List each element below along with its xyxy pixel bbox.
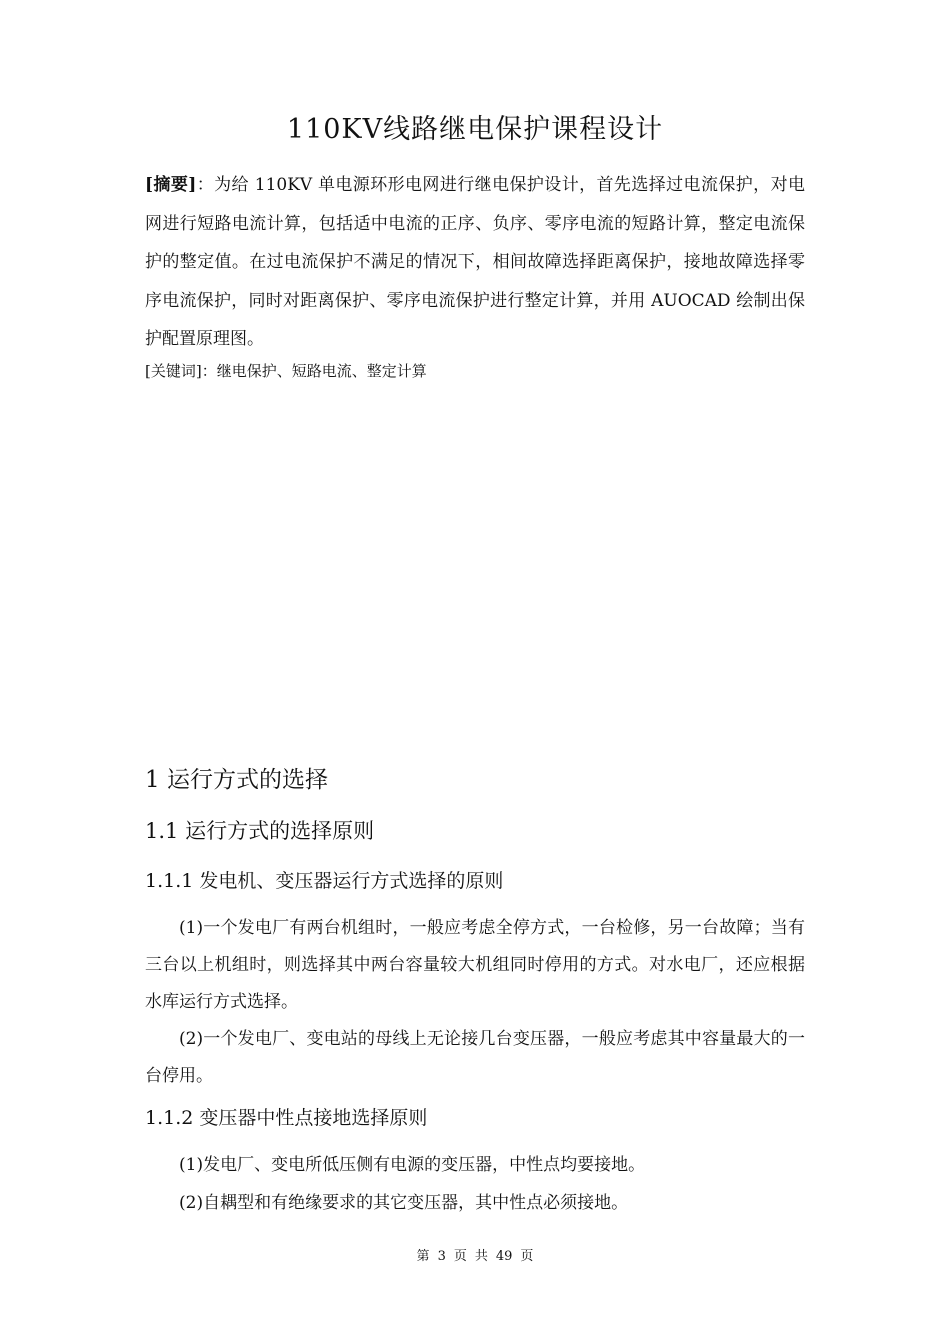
body-paragraph-3: (1)发电厂、变电所低压侧有电源的变压器，中性点均要接地。 <box>179 1155 646 1175</box>
footer-total-word: 共 <box>474 1249 488 1264</box>
keywords-paragraph <box>145 356 805 386</box>
keywords-text: ：继电保护、短路电流、整定计算 <box>201 362 427 380</box>
body-paragraph-2: (2)一个发电厂、变电站的母线上无论接几台变压器，一般应考虑其中容量最大的一台停用。 <box>145 1029 805 1086</box>
section-heading-1: 1 运行方式的选择 <box>145 767 328 793</box>
footer-suffix: 页 <box>520 1249 534 1264</box>
body-paragraph-1: (1)一个发电厂有两台机组时，一般应考虑全停方式，一台检修，另一台故障；当有三台以上机组时，则选择其中两台容量较大机组同时停用的方式。对水电厂，还应根据水库运行方式选择。 <box>145 918 805 1012</box>
abstract-paragraph <box>145 166 805 359</box>
abstract-label: [摘要] <box>145 175 197 195</box>
footer-prefix: 第 <box>416 1249 430 1264</box>
section-heading-1-1-2: 1.1.2 变压器中性点接地选择原则 <box>145 1107 428 1129</box>
body-paragraph-4: (2)自耦型和有绝缘要求的其它变压器，其中性点必须接地。 <box>179 1193 629 1213</box>
section-heading-1-1: 1.1 运行方式的选择原则 <box>145 819 375 843</box>
footer-page-word: 页 <box>453 1249 467 1264</box>
section-heading-1-1-1: 1.1.1 发电机、变压器运行方式选择的原则 <box>145 870 504 892</box>
abstract-text: ：为给 110KV 单电源环形电网进行继电保护设计，首先选择过电流保护，对电网进行短路电流计算，包括适中电流的正序、负序、零序电流的短路计算，整定电流保护的整定值。在过电流保护不满足的情况下，相间故障选择距离保护，接地故障选择零序电流保护，同时对距离保护、零序电流保护进行整定计算，并用 AUOCAD 绘制出保护配置原理图。 <box>145 175 805 349</box>
footer-page-current: 3 <box>437 1249 446 1264</box>
footer-page-total: 49 <box>495 1249 513 1264</box>
document-title: 110KV线路继电保护课程设计 <box>286 114 664 145</box>
page-footer <box>0 1246 950 1268</box>
keywords-label: [关键词] <box>145 362 202 380</box>
